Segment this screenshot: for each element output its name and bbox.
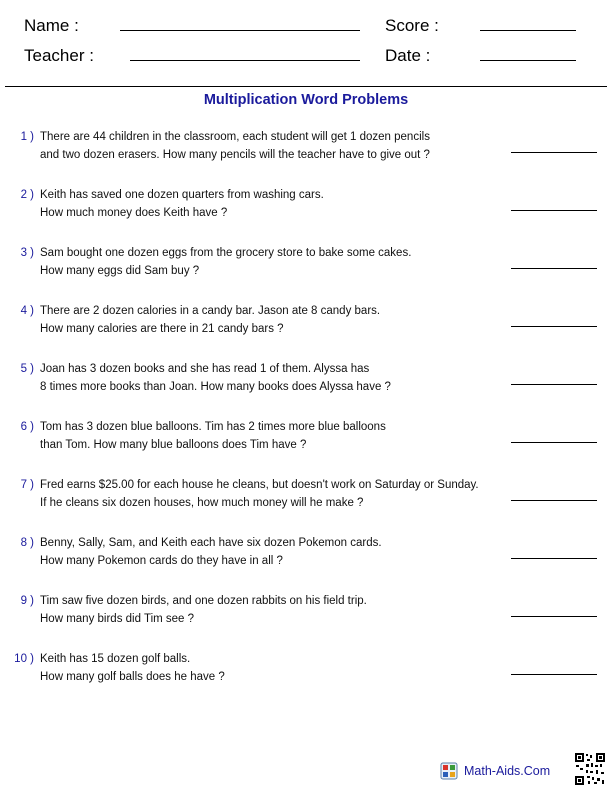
problem-line: Keith has saved one dozen quarters from washing cars. xyxy=(40,189,324,201)
answer-blank[interactable] xyxy=(511,442,597,443)
answer-blank[interactable] xyxy=(511,384,597,385)
teacher-field[interactable] xyxy=(130,60,360,61)
problem-number: 3 ) xyxy=(20,247,34,259)
header-divider xyxy=(5,86,607,87)
date-field[interactable] xyxy=(480,60,576,61)
problem-line: than Tom. How many blue balloons does Tim have ? xyxy=(40,439,307,451)
problem-text xyxy=(40,476,510,512)
problem-line: Keith has 15 dozen golf balls. xyxy=(40,653,191,665)
problem-text xyxy=(40,302,510,338)
problem-number: 7 ) xyxy=(20,479,34,491)
problem-line: Sam bought one dozen eggs from the grocery store to bake some cakes. xyxy=(40,247,412,259)
problem-item xyxy=(0,244,612,284)
problem-text xyxy=(40,360,510,396)
problem-number: 10 ) xyxy=(14,653,34,665)
problem-line: 8 times more books than Joan. How many books does Alyssa have ? xyxy=(40,381,391,393)
problem-number: 8 ) xyxy=(20,537,34,549)
name-field[interactable] xyxy=(120,30,360,31)
problem-number: 1 ) xyxy=(20,131,34,143)
problem-line: How many calories are there in 21 candy bars ? xyxy=(40,323,284,335)
answer-blank[interactable] xyxy=(511,326,597,327)
problem-number: 9 ) xyxy=(20,595,34,607)
problem-item xyxy=(0,650,612,690)
problem-line: There are 2 dozen calories in a candy bar. Jason ate 8 candy bars. xyxy=(40,305,381,317)
problem-item xyxy=(0,534,612,574)
problem-line: Benny, Sally, Sam, and Keith each have six dozen Pokemon cards. xyxy=(40,537,382,549)
answer-blank[interactable] xyxy=(511,152,597,153)
problem-line: Joan has 3 dozen books and she has read 1 of them. Alyssa has xyxy=(40,363,370,375)
answer-blank[interactable] xyxy=(511,268,597,269)
problem-line: and two dozen erasers. How many pencils will the teacher have to give out ? xyxy=(40,149,430,161)
name-label: Name : xyxy=(24,16,79,35)
problem-number: 5 ) xyxy=(20,363,34,375)
problem-line: Fred earns $25.00 for each house he cleans, but doesn't work on Saturday or Sunday. xyxy=(40,479,479,491)
score-field[interactable] xyxy=(480,30,576,31)
problem-number: 2 ) xyxy=(20,189,34,201)
problem-line: How many eggs did Sam buy ? xyxy=(40,265,200,277)
problem-line: How many golf balls does he have ? xyxy=(40,671,225,683)
answer-blank[interactable] xyxy=(511,674,597,675)
worksheet-title: Multiplication Word Problems xyxy=(203,92,409,108)
problem-text xyxy=(40,592,510,628)
problem-line: How many birds did Tim see ? xyxy=(40,613,195,625)
problem-item xyxy=(0,476,612,516)
problem-text xyxy=(40,418,510,454)
problem-line: Tim saw five dozen birds, and one dozen rabbits on his field trip. xyxy=(40,595,367,607)
date-label: Date : xyxy=(385,46,431,65)
answer-blank[interactable] xyxy=(511,616,597,617)
problem-item xyxy=(0,302,612,342)
problem-item xyxy=(0,128,612,168)
problem-item xyxy=(0,186,612,226)
answer-blank[interactable] xyxy=(511,500,597,501)
problem-text xyxy=(40,534,510,570)
answer-blank[interactable] xyxy=(511,558,597,559)
calculator-icon xyxy=(440,762,458,780)
problem-text xyxy=(40,128,510,164)
problem-item xyxy=(0,418,612,458)
problem-item xyxy=(0,592,612,632)
teacher-label: Teacher : xyxy=(24,46,94,65)
problem-line: How many Pokemon cards do they have in all ? xyxy=(40,555,283,567)
problem-line: How much money does Keith have ? xyxy=(40,207,228,219)
problem-item xyxy=(0,360,612,400)
problem-text xyxy=(40,186,510,222)
site-link[interactable]: Math-Aids.Com xyxy=(464,764,551,778)
qr-code-icon xyxy=(574,752,606,786)
score-label: Score : xyxy=(385,16,439,35)
problem-number: 6 ) xyxy=(20,421,34,433)
problem-line: Tom has 3 dozen blue balloons. Tim has 2 times more blue balloons xyxy=(40,421,386,433)
answer-blank[interactable] xyxy=(511,210,597,211)
problem-number: 4 ) xyxy=(20,305,34,317)
problem-line: There are 44 children in the classroom, each student will get 1 dozen pencils xyxy=(40,131,430,143)
problem-text xyxy=(40,244,510,280)
problem-text xyxy=(40,650,510,686)
problem-line: If he cleans six dozen houses, how much money will he make ? xyxy=(40,497,364,509)
